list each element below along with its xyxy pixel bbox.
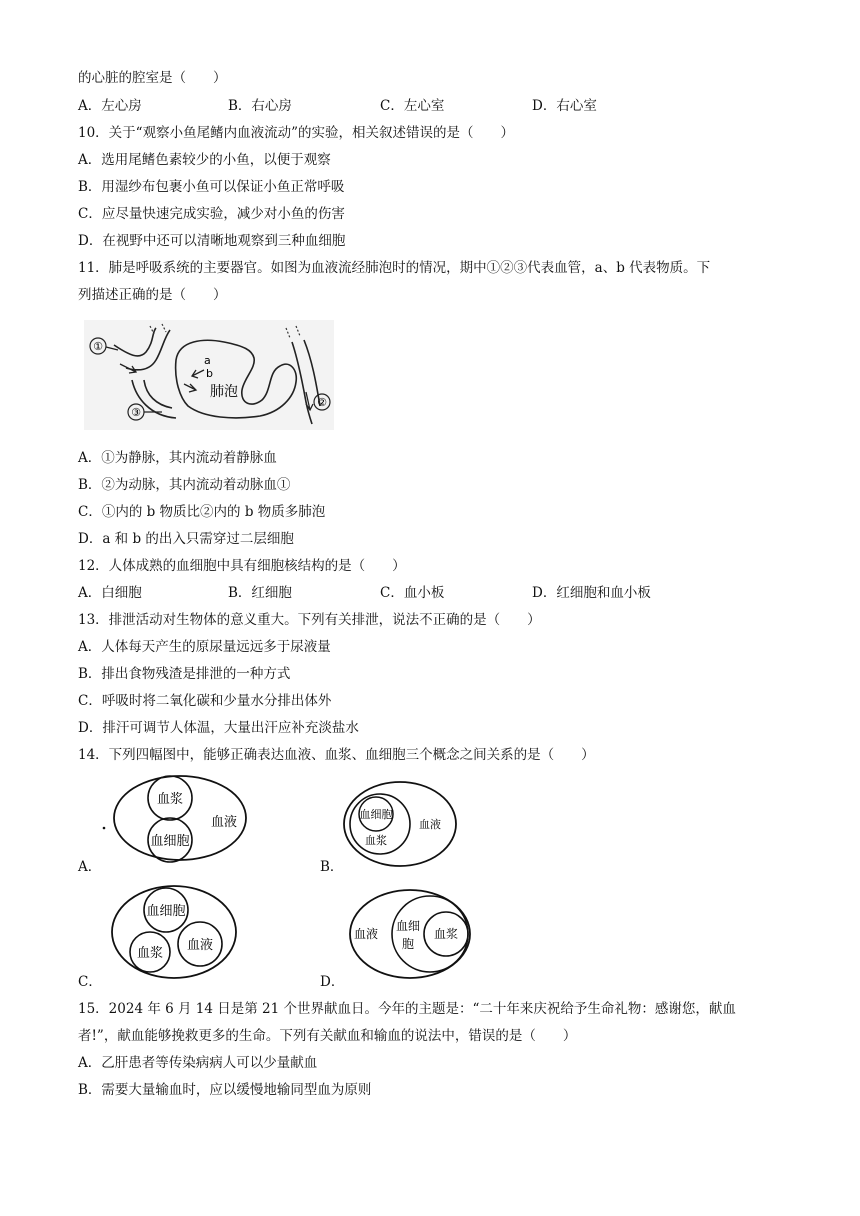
q14-label-d: D． [320, 974, 345, 990]
venn-d-blood: 血液 [353, 927, 379, 941]
q10-stem: 10．关于“观察小鱼尾鳍内血液流动”的实验，相关叙述错误的是（ ） [78, 125, 514, 141]
venn-b-plasma: 血浆 [365, 834, 387, 847]
q11-option-b: B．②为动脉，其内流动着动脉血① [78, 477, 291, 493]
venn-a-blood: 血液 [210, 815, 238, 830]
q13-option-a: A．人体每天产生的原尿量远远多于尿液量 [78, 639, 331, 655]
q11-stem-line1: 11．肺是呼吸系统的主要器官。如图为血液流经肺泡时的情况，期中①②③代表血管，a、b 代表物质。下 [78, 260, 711, 276]
q13-stem: 13．排泄活动对生物体的意义重大。下列有关排泄，说法不正确的是（ ） [78, 612, 541, 628]
q15-stem-line1: 15．2024 年 6 月 14 日是第 21 个世界献血日。今年的主题是：“二十年来庆祝给予生命礼物：感谢您，献血 [78, 1001, 736, 1017]
label-3: ③ [131, 406, 141, 419]
q14-label-c: C． [78, 974, 102, 990]
q12-option-d: D．红细胞和血小板 [532, 585, 651, 601]
q12-option-c: C．血小板 [380, 585, 445, 601]
q12-option-b: B．红细胞 [228, 585, 292, 601]
q12-option-a: A．白细胞 [78, 585, 142, 601]
q10-option-d: D．在视野中还可以清晰地观察到三种血细胞 [78, 233, 346, 249]
q11-option-c: C．①内的 b 物质比②内的 b 物质多肺泡 [78, 504, 326, 520]
q12-stem: 12．人体成熟的血细胞中具有细胞核结构的是（ ） [78, 558, 406, 574]
label-b: b [206, 367, 213, 380]
q9-option-b: B．右心房 [228, 98, 292, 114]
q9-option-d: D．右心室 [532, 98, 597, 114]
venn-option-c [108, 882, 244, 982]
q9-stem-tail: 的心脏的腔室是（ ） [78, 70, 227, 86]
venn-c-plasma: 血浆 [136, 946, 164, 961]
q13-option-b: B．排出食物残渣是排泄的一种方式 [78, 666, 291, 682]
q15-stem-line2: 者!”，献血能够挽救更多的生命。下列有关献血和输血的说法中，错误的是（ ） [78, 1028, 577, 1044]
q13-option-c: C．呼吸时将二氧化碳和少量水分排出体外 [78, 693, 332, 709]
q15-option-a: A．乙肝患者等传染病病人可以少量献血 [78, 1055, 318, 1071]
q14-label-b: B． [320, 859, 344, 875]
q10-option-a: A．选用尾鳍色素较少的小鱼，以便于观察 [78, 152, 331, 168]
venn-a-cells: 血细胞 [150, 834, 190, 849]
venn-a-plasma: 血浆 [156, 792, 184, 807]
venn-b-cells: 血细胞 [359, 808, 393, 821]
q14-stem: 14．下列四幅图中，能够正确表达血液、血浆、血细胞三个概念之间关系的是（ ） [78, 747, 595, 763]
venn-option-d [346, 886, 476, 982]
q15-option-b: B．需要大量输血时，应以缓慢地输同型血为原则 [78, 1082, 372, 1098]
label-2: ② [317, 396, 327, 409]
q11-option-d: D．a 和 b 的出入只需穿过二层细胞 [78, 531, 294, 547]
q9-option-a: A．左心房 [78, 98, 142, 114]
venn-c-cells: 血细胞 [146, 904, 186, 919]
venn-d-cells-top: 血细 [395, 919, 421, 933]
venn-d-cells-bottom: 胞 [401, 937, 415, 951]
venn-option-b [340, 778, 460, 870]
label-a: a [204, 354, 211, 367]
q10-option-b: B．用湿纱布包裹小鱼可以保证小鱼正常呼吸 [78, 179, 345, 195]
q13-option-d: D．排汗可调节人体温，大量出汗应补充淡盐水 [78, 720, 359, 736]
label-1: ① [93, 340, 103, 353]
venn-option-a [100, 772, 250, 864]
q11-stem-line2: 列描述正确的是（ ） [78, 287, 227, 303]
q10-option-c: C．应尽量快速完成实验，减少对小鱼的伤害 [78, 206, 345, 222]
alveolus-diagram [84, 320, 334, 430]
q9-option-c: C．左心室 [380, 98, 445, 114]
venn-b-blood: 血液 [419, 818, 441, 831]
q11-option-a: A．①为静脉，其内流动着静脉血 [78, 450, 277, 466]
venn-c-blood: 血液 [186, 938, 214, 953]
label-alveolus: 肺泡 [210, 384, 238, 400]
venn-d-plasma: 血浆 [433, 927, 459, 941]
q14-label-a: A． [78, 859, 102, 875]
